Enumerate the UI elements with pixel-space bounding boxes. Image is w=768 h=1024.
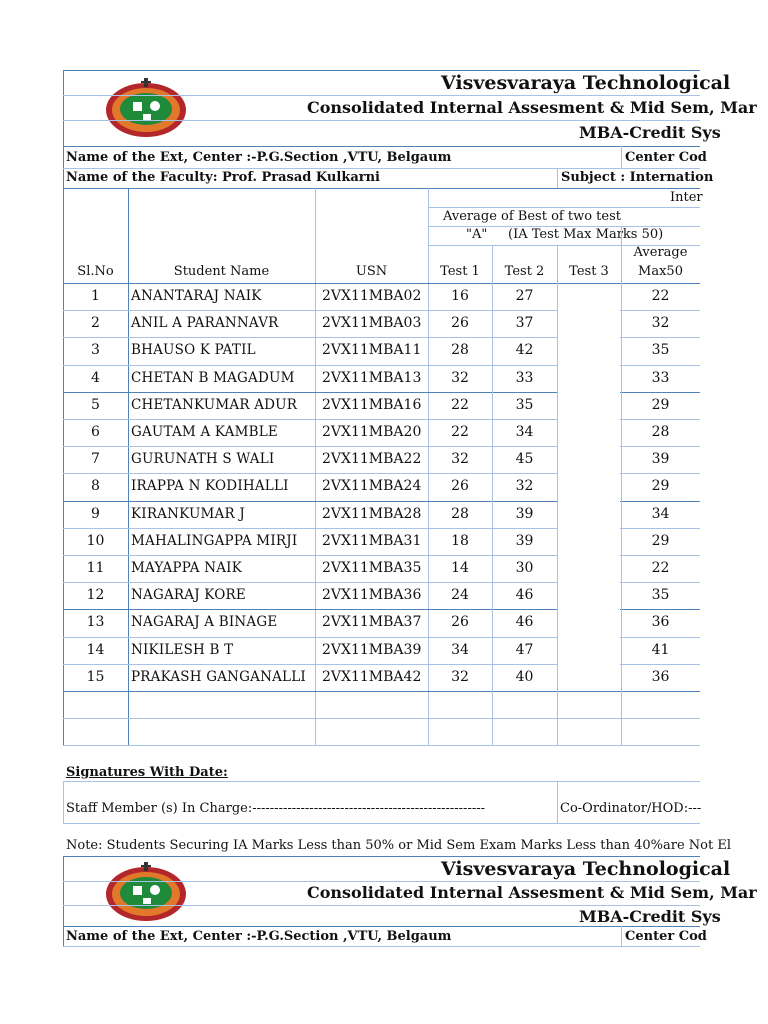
line [557, 245, 558, 283]
line [63, 905, 700, 906]
slno-cell: 5 [91, 396, 100, 413]
line [63, 691, 700, 692]
line [128, 188, 129, 745]
col-test3: Test 3 [569, 264, 609, 279]
test2-cell: 40 [515, 668, 534, 685]
test2-cell: 27 [515, 288, 534, 304]
test1-cell: 22 [451, 424, 469, 440]
student-name-cell: KIRANKUMAR J [131, 505, 245, 522]
test1-cell: 16 [451, 288, 469, 304]
test2-cell: 30 [515, 560, 534, 576]
test1-cell: 26 [451, 315, 469, 332]
line [621, 226, 622, 283]
test1-cell: 32 [451, 668, 469, 685]
signatures-label: Signatures With Date: [66, 765, 228, 780]
a-label: "A" [466, 227, 488, 242]
slno-cell: 13 [86, 614, 105, 631]
test2-cell: 33 [515, 369, 534, 386]
average-cell: 35 [651, 342, 670, 359]
line [621, 283, 622, 745]
line [63, 781, 64, 823]
col-student-name: Student Name [173, 264, 270, 279]
ext-center: Name of the Ext, Center :-P.G.Section ,VTU, Belgaum [66, 150, 452, 165]
average-cell: 28 [651, 424, 670, 440]
average-cell: 22 [651, 288, 670, 304]
line [63, 146, 700, 147]
usn-cell: 2VX11MBA28 [322, 505, 422, 522]
student-name-cell: BHAUSO K PATIL [131, 342, 256, 359]
university-name: Visvesvaraya Technological [441, 72, 731, 94]
test1-cell: 28 [451, 342, 469, 359]
average-cell: 35 [651, 587, 670, 604]
report-title-2: Consolidated Internal Assesment & Mid Sem, Mar [307, 883, 757, 902]
line [63, 168, 700, 169]
slno-cell: 3 [91, 342, 100, 359]
program-name-2: MBA-Credit Sys [579, 907, 721, 926]
average-header: Average of Best of two test [443, 209, 621, 224]
report-title: Consolidated Internal Assesment & Mid Sem, Mar [307, 98, 757, 117]
usn-cell: 2VX11MBA31 [322, 532, 422, 549]
note: Note: Students Securing IA Marks Less than 50% or Mid Sem Exam Marks Less than 40%are Not El [66, 838, 731, 853]
test1-cell: 32 [451, 369, 469, 386]
center-code-2: Center Cod [625, 929, 707, 944]
average-cell: 34 [651, 505, 670, 522]
test1-cell: 24 [451, 587, 469, 604]
test2-cell: 37 [515, 315, 534, 332]
col-usn: USN [355, 264, 388, 279]
usn-cell: 2VX11MBA16 [322, 396, 422, 413]
test1-cell: 14 [451, 560, 469, 576]
student-name-cell: ANIL A PARANNAVR [131, 315, 279, 332]
usn-cell: 2VX11MBA22 [322, 451, 422, 468]
line [557, 168, 558, 188]
test2-cell: 32 [515, 478, 534, 495]
slno-cell: 11 [86, 560, 105, 576]
col-max50: Max50 [638, 264, 683, 279]
line [63, 881, 700, 882]
test2-cell: 34 [515, 424, 534, 440]
line [63, 95, 700, 96]
center-code: Center Cod [625, 150, 707, 165]
line [428, 207, 700, 208]
line [63, 856, 700, 857]
ext-center-2: Name of the Ext, Center :-P.G.Section ,VTU, Belgaum [66, 929, 452, 944]
marks-sheet [63, 70, 757, 950]
line [63, 745, 700, 746]
line [557, 781, 558, 823]
student-name-cell: NAGARAJ KORE [131, 587, 246, 604]
slno-cell: 1 [91, 288, 100, 304]
line [621, 926, 622, 946]
average-cell: 36 [651, 614, 670, 631]
test2-cell: 39 [515, 505, 534, 522]
student-name-cell: GURUNATH S WALI [131, 451, 275, 468]
student-name-cell: CHETAN B MAGADUM [131, 369, 295, 386]
usn-cell: 2VX11MBA20 [322, 424, 422, 440]
line [621, 146, 622, 168]
test2-cell: 46 [515, 587, 534, 604]
test2-cell: 46 [515, 614, 534, 631]
line [315, 188, 316, 745]
line [63, 120, 700, 121]
usn-cell: 2VX11MBA03 [322, 315, 422, 332]
line [492, 283, 493, 745]
usn-cell: 2VX11MBA37 [322, 614, 422, 631]
usn-cell: 2VX11MBA42 [322, 668, 422, 685]
student-name-cell: GAUTAM A KAMBLE [131, 424, 278, 440]
slno-cell: 9 [91, 505, 100, 522]
col-test2: Test 2 [504, 264, 545, 279]
test2-cell: 47 [515, 641, 534, 658]
slno-cell: 6 [91, 424, 100, 440]
student-name-cell: NAGARAJ A BINAGE [131, 614, 278, 631]
vtu-logo [103, 860, 189, 924]
line [63, 781, 700, 782]
usn-cell: 2VX11MBA36 [322, 587, 422, 604]
staff-signature: Staff Member (s) In Charge:----------------------------------------------------- [66, 801, 486, 816]
slno-cell: 12 [86, 587, 105, 604]
test1-cell: 18 [451, 532, 469, 549]
col-slno: Sl.No [77, 264, 114, 279]
average-cell: 22 [651, 560, 670, 576]
average-cell: 29 [651, 532, 670, 549]
student-name-cell: CHETANKUMAR ADUR [131, 396, 298, 413]
test1-cell: 22 [451, 396, 469, 413]
student-name-cell: MAYAPPA NAIK [131, 560, 242, 576]
test2-cell: 39 [515, 532, 534, 549]
slno-cell: 7 [91, 451, 100, 468]
average-cell: 36 [651, 668, 670, 685]
usn-cell: 2VX11MBA02 [322, 288, 422, 304]
average-cell: 32 [651, 315, 670, 332]
line [63, 718, 700, 719]
ia-max-label: (IA Test Max Marks 50) [508, 227, 664, 242]
average-cell: 33 [651, 369, 670, 386]
test2-cell: 42 [515, 342, 534, 359]
line [492, 245, 493, 283]
test1-cell: 28 [451, 505, 469, 522]
slno-cell: 10 [86, 532, 105, 549]
university-name-2: Visvesvaraya Technological [441, 858, 731, 880]
slno-cell: 4 [91, 369, 100, 386]
average-cell: 29 [651, 478, 670, 495]
average-cell: 41 [651, 641, 670, 658]
usn-cell: 2VX11MBA11 [322, 342, 422, 359]
test1-cell: 34 [451, 641, 469, 658]
student-name-cell: NIKILESH B T [131, 641, 234, 658]
slno-cell: 15 [86, 668, 105, 685]
usn-cell: 2VX11MBA39 [322, 641, 422, 658]
test1-cell: 32 [451, 451, 469, 468]
test1-cell: 26 [451, 614, 469, 631]
average-cell: 29 [651, 396, 670, 413]
slno-cell: 8 [91, 478, 100, 495]
usn-cell: 2VX11MBA24 [322, 478, 422, 495]
student-name-cell: MAHALINGAPPA MIRJI [131, 532, 298, 549]
top-border [63, 70, 700, 71]
student-name-cell: PRAKASH GANGANALLI [131, 668, 306, 685]
usn-cell: 2VX11MBA35 [322, 560, 422, 576]
line [63, 946, 700, 947]
student-name-cell: IRAPPA N KODIHALLI [131, 478, 289, 495]
internal-header: Inter [670, 190, 703, 205]
slno-cell: 14 [86, 641, 105, 658]
faculty-name: Name of the Faculty: Prof. Prasad Kulkarni [66, 170, 380, 185]
col-average: Average [633, 245, 688, 260]
test1-cell: 26 [451, 478, 469, 495]
slno-cell: 2 [91, 315, 100, 332]
col-test1: Test 1 [440, 264, 480, 279]
test3-merged-cell [558, 284, 620, 690]
average-cell: 39 [651, 451, 670, 468]
usn-cell: 2VX11MBA13 [322, 369, 422, 386]
test2-cell: 45 [515, 451, 534, 468]
subject-name: Subject : Internation [561, 170, 714, 185]
line [63, 926, 700, 927]
line [63, 188, 700, 189]
vtu-logo [103, 76, 189, 140]
test2-cell: 35 [515, 396, 534, 413]
program-name: MBA-Credit Sys [579, 123, 721, 142]
coordinator-signature: Co-Ordinator/HOD:--- [560, 801, 702, 816]
line [63, 856, 64, 946]
student-name-cell: ANANTARAJ NAIK [131, 288, 262, 304]
line [63, 823, 700, 824]
